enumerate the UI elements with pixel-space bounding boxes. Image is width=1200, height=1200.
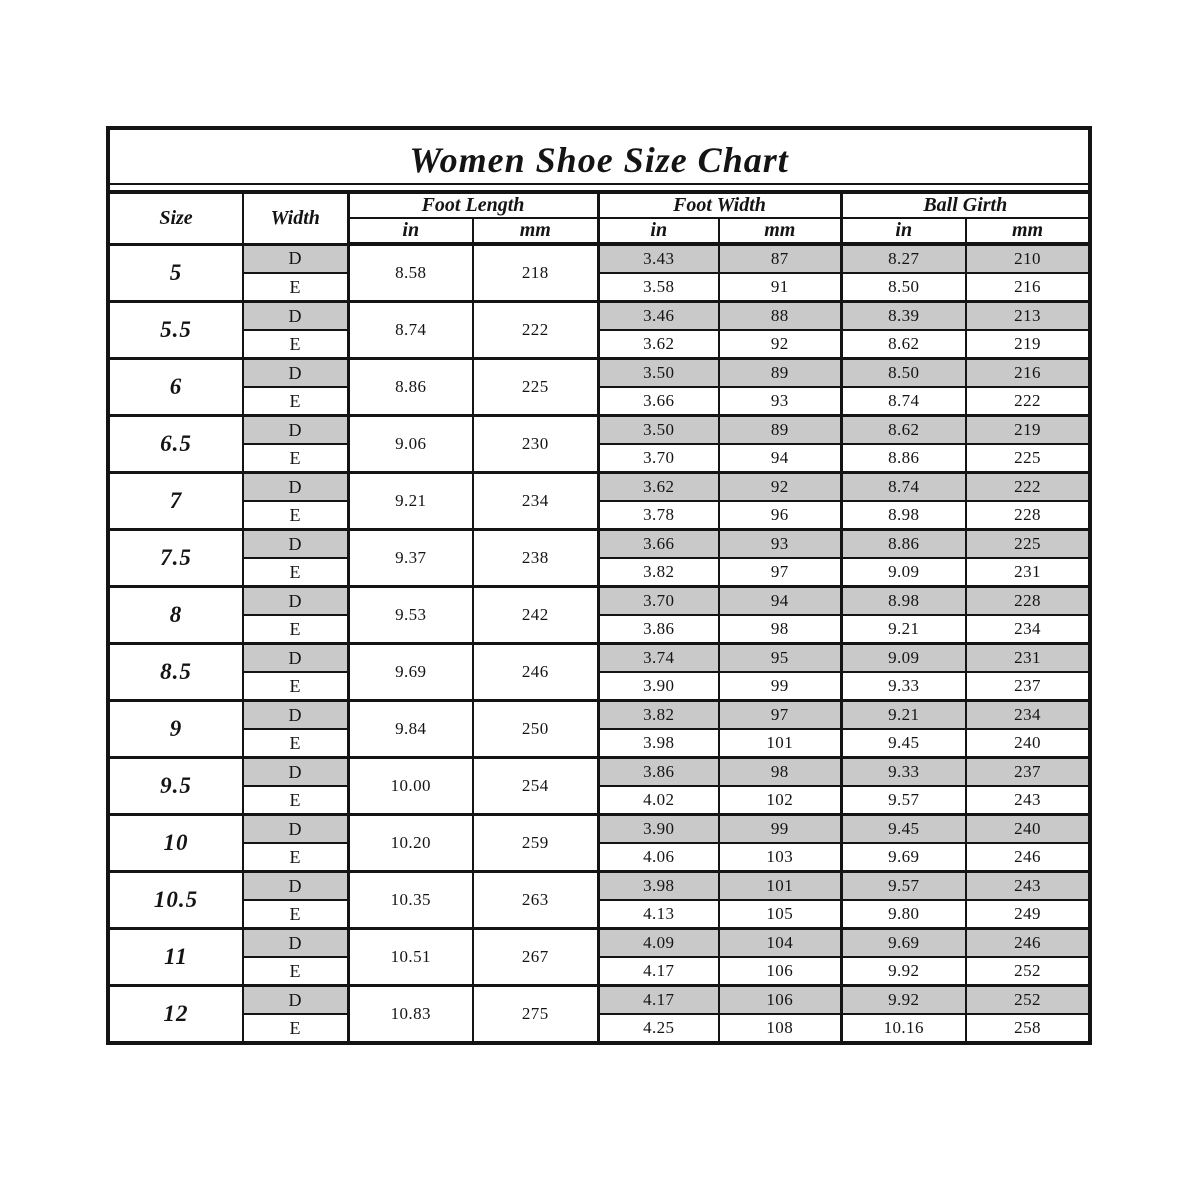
shoe-size-table xyxy=(106,126,1092,1045)
foot-width-mm-cell: 108 xyxy=(719,1014,841,1043)
foot-length-mm-cell: 246 xyxy=(473,644,598,701)
foot-width-mm-cell: 92 xyxy=(719,473,841,502)
foot-length-mm-cell: 230 xyxy=(473,416,598,473)
foot-length-mm-cell: 234 xyxy=(473,473,598,530)
foot-width-mm-cell: 106 xyxy=(719,957,841,986)
foot-width-in-cell: 3.90 xyxy=(598,815,719,844)
row-size-8-E xyxy=(108,615,1090,644)
foot-width-mm-cell: 102 xyxy=(719,786,841,815)
width-cell: D xyxy=(243,587,348,616)
row-size-6-D xyxy=(108,359,1090,388)
width-cell: D xyxy=(243,473,348,502)
foot-length-in-cell: 10.51 xyxy=(348,929,473,986)
ball-girth-mm-cell: 216 xyxy=(966,359,1090,388)
width-cell: E xyxy=(243,330,348,359)
row-size-5-E xyxy=(108,273,1090,302)
width-cell: E xyxy=(243,273,348,302)
foot-width-in-cell: 3.82 xyxy=(598,701,719,730)
ball-girth-mm-cell: 258 xyxy=(966,1014,1090,1043)
foot-width-in-cell: 3.98 xyxy=(598,729,719,758)
width-cell: D xyxy=(243,929,348,958)
ball-girth-mm-cell: 234 xyxy=(966,615,1090,644)
width-cell: D xyxy=(243,701,348,730)
ball-girth-in-cell: 8.98 xyxy=(841,587,966,616)
size-cell: 11 xyxy=(108,929,243,986)
size-cell: 8.5 xyxy=(108,644,243,701)
ball-girth-mm-cell: 252 xyxy=(966,986,1090,1015)
size-cell: 7 xyxy=(108,473,243,530)
ball-girth-mm-cell: 222 xyxy=(966,473,1090,502)
table-body xyxy=(108,244,1090,1043)
size-cell: 9 xyxy=(108,701,243,758)
ball-girth-in-cell: 8.50 xyxy=(841,359,966,388)
ball-girth-mm-cell: 246 xyxy=(966,843,1090,872)
foot-width-mm-cell: 95 xyxy=(719,644,841,673)
row-size-9.5-E xyxy=(108,786,1090,815)
foot-width-in-cell: 4.06 xyxy=(598,843,719,872)
foot-length-in-cell: 9.69 xyxy=(348,644,473,701)
row-size-10.5-D xyxy=(108,872,1090,901)
size-cell: 12 xyxy=(108,986,243,1044)
row-size-6.5-D xyxy=(108,416,1090,445)
size-cell: 10 xyxy=(108,815,243,872)
ball-girth-mm-cell: 225 xyxy=(966,530,1090,559)
row-size-5-D xyxy=(108,244,1090,273)
foot-length-mm-cell: 222 xyxy=(473,302,598,359)
foot-width-in-cell: 4.02 xyxy=(598,786,719,815)
ball-girth-in-cell: 9.45 xyxy=(841,815,966,844)
foot-length-mm-cell: 238 xyxy=(473,530,598,587)
ball-girth-in-cell: 8.98 xyxy=(841,501,966,530)
foot-width-mm-cell: 106 xyxy=(719,986,841,1015)
foot-length-in-cell: 9.37 xyxy=(348,530,473,587)
unit-ball-girth-mm: mm xyxy=(966,218,1090,244)
foot-width-in-cell: 3.86 xyxy=(598,615,719,644)
size-cell: 5 xyxy=(108,244,243,302)
width-cell: E xyxy=(243,501,348,530)
foot-width-mm-cell: 99 xyxy=(719,815,841,844)
row-size-12-E xyxy=(108,1014,1090,1043)
width-cell: E xyxy=(243,729,348,758)
foot-length-in-cell: 8.74 xyxy=(348,302,473,359)
foot-width-mm-cell: 103 xyxy=(719,843,841,872)
col-header-ball-girth: Ball Girth xyxy=(841,192,1090,218)
ball-girth-mm-cell: 219 xyxy=(966,416,1090,445)
col-header-size: Size xyxy=(108,192,243,244)
size-cell: 7.5 xyxy=(108,530,243,587)
foot-width-mm-cell: 87 xyxy=(719,244,841,273)
foot-length-in-cell: 10.35 xyxy=(348,872,473,929)
foot-width-in-cell: 3.74 xyxy=(598,644,719,673)
unit-foot-length-in: in xyxy=(348,218,473,244)
ball-girth-in-cell: 9.92 xyxy=(841,986,966,1015)
row-size-10-E xyxy=(108,843,1090,872)
foot-width-mm-cell: 88 xyxy=(719,302,841,331)
foot-width-mm-cell: 89 xyxy=(719,416,841,445)
width-cell: E xyxy=(243,786,348,815)
ball-girth-in-cell: 9.09 xyxy=(841,558,966,587)
row-size-11-E xyxy=(108,957,1090,986)
foot-width-mm-cell: 98 xyxy=(719,758,841,787)
foot-length-mm-cell: 242 xyxy=(473,587,598,644)
foot-length-in-cell: 9.06 xyxy=(348,416,473,473)
ball-girth-in-cell: 9.57 xyxy=(841,872,966,901)
row-size-7-E xyxy=(108,501,1090,530)
foot-width-in-cell: 3.62 xyxy=(598,330,719,359)
ball-girth-mm-cell: 240 xyxy=(966,729,1090,758)
foot-width-mm-cell: 94 xyxy=(719,444,841,473)
ball-girth-mm-cell: 246 xyxy=(966,929,1090,958)
ball-girth-mm-cell: 243 xyxy=(966,786,1090,815)
foot-length-mm-cell: 259 xyxy=(473,815,598,872)
row-size-10.5-E xyxy=(108,900,1090,929)
foot-width-mm-cell: 92 xyxy=(719,330,841,359)
foot-length-mm-cell: 263 xyxy=(473,872,598,929)
width-cell: E xyxy=(243,387,348,416)
size-cell: 9.5 xyxy=(108,758,243,815)
foot-width-mm-cell: 98 xyxy=(719,615,841,644)
foot-width-mm-cell: 94 xyxy=(719,587,841,616)
foot-length-in-cell: 10.83 xyxy=(348,986,473,1044)
width-cell: E xyxy=(243,843,348,872)
ball-girth-in-cell: 9.21 xyxy=(841,615,966,644)
ball-girth-in-cell: 10.16 xyxy=(841,1014,966,1043)
ball-girth-in-cell: 9.80 xyxy=(841,900,966,929)
size-cell: 8 xyxy=(108,587,243,644)
foot-width-mm-cell: 89 xyxy=(719,359,841,388)
foot-length-in-cell: 9.21 xyxy=(348,473,473,530)
ball-girth-mm-cell: 249 xyxy=(966,900,1090,929)
ball-girth-mm-cell: 231 xyxy=(966,558,1090,587)
foot-width-mm-cell: 96 xyxy=(719,501,841,530)
width-cell: E xyxy=(243,957,348,986)
width-cell: D xyxy=(243,815,348,844)
ball-girth-in-cell: 8.86 xyxy=(841,444,966,473)
foot-width-mm-cell: 104 xyxy=(719,929,841,958)
ball-girth-mm-cell: 213 xyxy=(966,302,1090,331)
foot-width-in-cell: 3.98 xyxy=(598,872,719,901)
ball-girth-in-cell: 8.39 xyxy=(841,302,966,331)
foot-width-in-cell: 4.13 xyxy=(598,900,719,929)
foot-width-in-cell: 4.17 xyxy=(598,957,719,986)
ball-girth-mm-cell: 219 xyxy=(966,330,1090,359)
foot-length-in-cell: 8.58 xyxy=(348,244,473,302)
ball-girth-mm-cell: 228 xyxy=(966,587,1090,616)
foot-length-mm-cell: 250 xyxy=(473,701,598,758)
foot-width-in-cell: 3.70 xyxy=(598,444,719,473)
size-cell: 6 xyxy=(108,359,243,416)
foot-width-mm-cell: 97 xyxy=(719,558,841,587)
ball-girth-in-cell: 8.62 xyxy=(841,330,966,359)
ball-girth-mm-cell: 222 xyxy=(966,387,1090,416)
foot-width-mm-cell: 105 xyxy=(719,900,841,929)
width-cell: E xyxy=(243,1014,348,1043)
width-cell: E xyxy=(243,900,348,929)
ball-girth-mm-cell: 237 xyxy=(966,672,1090,701)
row-size-9.5-D xyxy=(108,758,1090,787)
row-size-5.5-D xyxy=(108,302,1090,331)
foot-length-in-cell: 8.86 xyxy=(348,359,473,416)
foot-width-in-cell: 3.43 xyxy=(598,244,719,273)
row-size-7-D xyxy=(108,473,1090,502)
width-cell: D xyxy=(243,244,348,273)
size-cell: 10.5 xyxy=(108,872,243,929)
row-size-7.5-D xyxy=(108,530,1090,559)
table-header xyxy=(108,128,1090,244)
foot-width-mm-cell: 91 xyxy=(719,273,841,302)
row-size-10-D xyxy=(108,815,1090,844)
unit-foot-length-mm: mm xyxy=(473,218,598,244)
foot-length-in-cell: 9.53 xyxy=(348,587,473,644)
ball-girth-in-cell: 9.21 xyxy=(841,701,966,730)
size-cell: 5.5 xyxy=(108,302,243,359)
foot-width-in-cell: 4.25 xyxy=(598,1014,719,1043)
ball-girth-in-cell: 8.62 xyxy=(841,416,966,445)
col-header-width: Width xyxy=(243,192,348,244)
row-size-8.5-E xyxy=(108,672,1090,701)
row-size-8.5-D xyxy=(108,644,1090,673)
foot-width-mm-cell: 93 xyxy=(719,530,841,559)
ball-girth-in-cell: 9.69 xyxy=(841,929,966,958)
foot-width-in-cell: 4.09 xyxy=(598,929,719,958)
ball-girth-in-cell: 8.74 xyxy=(841,473,966,502)
ball-girth-in-cell: 8.50 xyxy=(841,273,966,302)
ball-girth-in-cell: 9.33 xyxy=(841,672,966,701)
row-size-6.5-E xyxy=(108,444,1090,473)
ball-girth-mm-cell: 237 xyxy=(966,758,1090,787)
width-cell: D xyxy=(243,530,348,559)
foot-width-in-cell: 3.66 xyxy=(598,530,719,559)
ball-girth-in-cell: 9.09 xyxy=(841,644,966,673)
foot-width-in-cell: 3.78 xyxy=(598,501,719,530)
width-cell: D xyxy=(243,644,348,673)
width-cell: D xyxy=(243,359,348,388)
size-cell: 6.5 xyxy=(108,416,243,473)
foot-width-mm-cell: 99 xyxy=(719,672,841,701)
ball-girth-in-cell: 8.74 xyxy=(841,387,966,416)
width-cell: D xyxy=(243,302,348,331)
foot-width-in-cell: 3.90 xyxy=(598,672,719,701)
ball-girth-in-cell: 9.57 xyxy=(841,786,966,815)
row-size-7.5-E xyxy=(108,558,1090,587)
unit-foot-width-in: in xyxy=(598,218,719,244)
width-cell: D xyxy=(243,872,348,901)
row-size-6-E xyxy=(108,387,1090,416)
foot-length-mm-cell: 254 xyxy=(473,758,598,815)
unit-ball-girth-in: in xyxy=(841,218,966,244)
foot-length-mm-cell: 218 xyxy=(473,244,598,302)
foot-length-mm-cell: 267 xyxy=(473,929,598,986)
foot-width-mm-cell: 97 xyxy=(719,701,841,730)
ball-girth-in-cell: 8.86 xyxy=(841,530,966,559)
title-row xyxy=(108,128,1090,192)
width-cell: E xyxy=(243,672,348,701)
chart-title: Women Shoe Size Chart xyxy=(108,128,1090,192)
ball-girth-in-cell: 9.33 xyxy=(841,758,966,787)
width-cell: D xyxy=(243,758,348,787)
foot-length-in-cell: 10.20 xyxy=(348,815,473,872)
foot-width-in-cell: 3.62 xyxy=(598,473,719,502)
foot-width-mm-cell: 101 xyxy=(719,872,841,901)
width-cell: D xyxy=(243,416,348,445)
foot-width-in-cell: 3.58 xyxy=(598,273,719,302)
foot-length-mm-cell: 275 xyxy=(473,986,598,1044)
ball-girth-mm-cell: 234 xyxy=(966,701,1090,730)
ball-girth-in-cell: 9.92 xyxy=(841,957,966,986)
col-header-foot-width: Foot Width xyxy=(598,192,841,218)
ball-girth-in-cell: 9.45 xyxy=(841,729,966,758)
foot-length-in-cell: 10.00 xyxy=(348,758,473,815)
foot-width-in-cell: 3.50 xyxy=(598,416,719,445)
row-size-8-D xyxy=(108,587,1090,616)
ball-girth-mm-cell: 252 xyxy=(966,957,1090,986)
ball-girth-mm-cell: 216 xyxy=(966,273,1090,302)
ball-girth-in-cell: 9.69 xyxy=(841,843,966,872)
row-size-9-D xyxy=(108,701,1090,730)
width-cell: D xyxy=(243,986,348,1015)
row-size-5.5-E xyxy=(108,330,1090,359)
row-size-12-D xyxy=(108,986,1090,1015)
ball-girth-mm-cell: 240 xyxy=(966,815,1090,844)
width-cell: E xyxy=(243,615,348,644)
ball-girth-mm-cell: 228 xyxy=(966,501,1090,530)
foot-width-in-cell: 3.50 xyxy=(598,359,719,388)
ball-girth-mm-cell: 210 xyxy=(966,244,1090,273)
unit-foot-width-mm: mm xyxy=(719,218,841,244)
ball-girth-in-cell: 8.27 xyxy=(841,244,966,273)
foot-width-in-cell: 3.66 xyxy=(598,387,719,416)
group-header-row xyxy=(108,192,1090,218)
foot-width-in-cell: 3.70 xyxy=(598,587,719,616)
row-size-9-E xyxy=(108,729,1090,758)
width-cell: E xyxy=(243,558,348,587)
ball-girth-mm-cell: 231 xyxy=(966,644,1090,673)
width-cell: E xyxy=(243,444,348,473)
row-size-11-D xyxy=(108,929,1090,958)
foot-width-in-cell: 3.86 xyxy=(598,758,719,787)
foot-width-in-cell: 4.17 xyxy=(598,986,719,1015)
col-header-foot-length: Foot Length xyxy=(348,192,598,218)
foot-width-in-cell: 3.82 xyxy=(598,558,719,587)
foot-width-mm-cell: 93 xyxy=(719,387,841,416)
foot-width-in-cell: 3.46 xyxy=(598,302,719,331)
foot-length-mm-cell: 225 xyxy=(473,359,598,416)
foot-length-in-cell: 9.84 xyxy=(348,701,473,758)
ball-girth-mm-cell: 243 xyxy=(966,872,1090,901)
foot-width-mm-cell: 101 xyxy=(719,729,841,758)
ball-girth-mm-cell: 225 xyxy=(966,444,1090,473)
